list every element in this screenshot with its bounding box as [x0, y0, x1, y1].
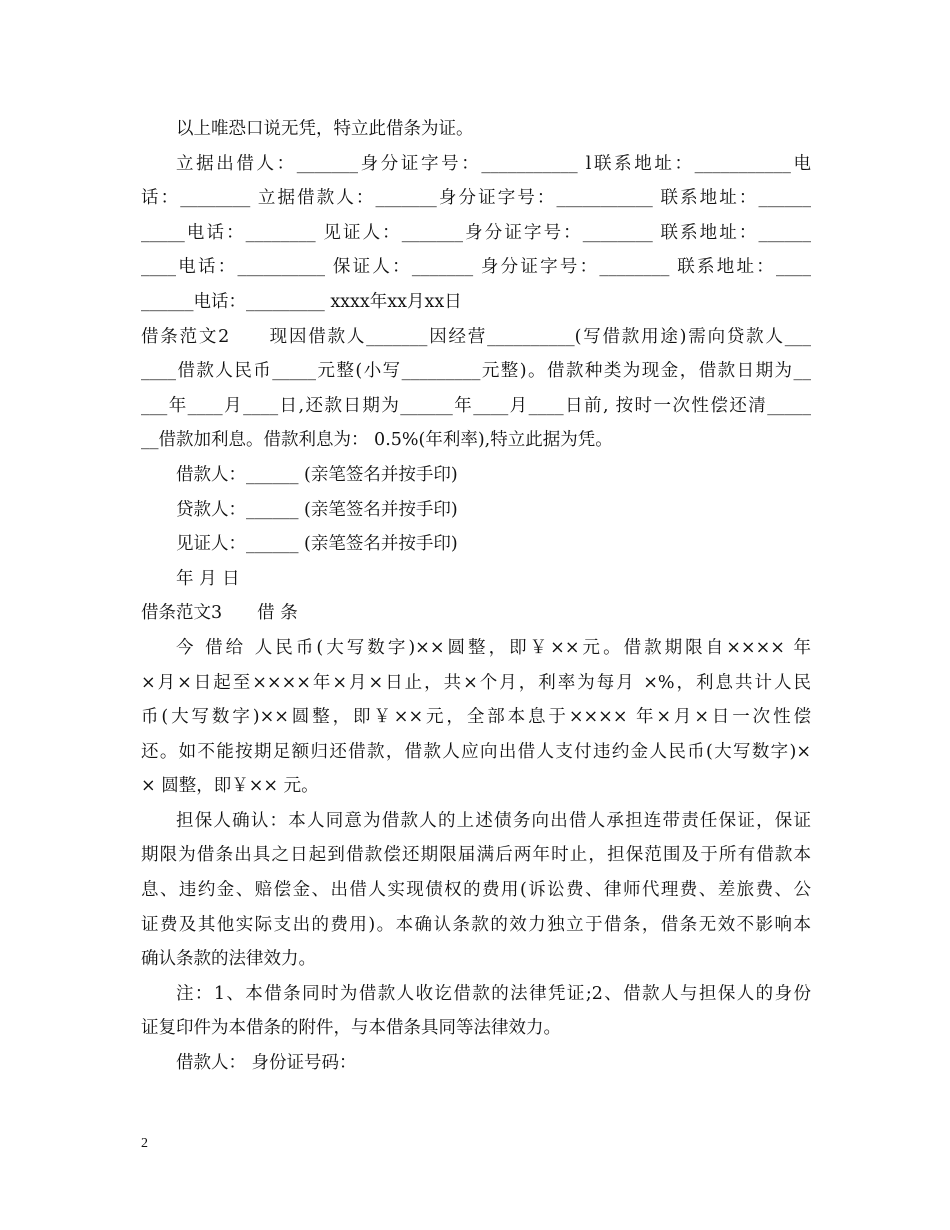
text-line: 息、违约金、赔偿金、出借人实现债权的费用(诉讼费、律师代理费、差旅费、公	[141, 880, 811, 901]
text-line: 借条范文3 借 条	[141, 603, 298, 624]
text-line: 借条范文2 现因借款人_______因经营__________(写借款用途)需向贷款人___	[141, 326, 811, 347]
text-line: 贷款人：______ (亲笔签名并按手印)	[176, 499, 458, 520]
text-line: 担保人确认：本人同意为借款人的上述债务向出借人承担连带责任保证，保证	[176, 810, 811, 831]
text-line: ______电话：_________ xxxx年xx月xx日	[141, 291, 462, 312]
text-line: 还。如不能按期足额归还借款，借款人应向出借人支付违约金人民币(大写数字)×	[141, 741, 811, 762]
text-line: ____电话：__________ 保证人：_______ 身分证字号：________ 联系地址：____	[141, 257, 811, 278]
text-line: ×月×日起至××××年×月×日止，共×个月，利率为每月 ×%，利息共计人民	[141, 672, 811, 693]
text-line: 币(大写数字)××圆整，即￥××元，全部本息于×××× 年×月×日一次性偿	[141, 707, 811, 728]
text-line: 立据出借人：_______身分证字号：___________ l联系地址：___________电	[176, 153, 811, 174]
text-line: 借款人： 身份证号码：	[176, 1053, 357, 1074]
text-line: 确认条款的法律效力。	[141, 949, 316, 970]
text-line: 见证人：______ (亲笔签名并按手印)	[176, 534, 458, 555]
text-line: 证复印件为本借条的附件，与本借条具同等法律效力。	[141, 1018, 561, 1039]
text-line: _____电话：________ 见证人：_______身分证字号：________ 联系地址：______	[141, 222, 811, 243]
text-line: 年 月 日	[176, 568, 240, 589]
document-body	[141, 112, 811, 1081]
text-line: ___年____月____日,还款日期为______年____月____日前, 按时一次性偿还清_____	[141, 395, 811, 416]
text-line: 注：1、本借条同时为借款人收讫借款的法律凭证;2、借款人与担保人的身份	[176, 983, 811, 1004]
text-line: 以上唯恐口说无凭，特立此借条为证。	[176, 119, 474, 139]
text-line: 证费及其他实际支出的费用)。本确认条款的效力独立于借条，借条无效不影响本	[141, 914, 811, 935]
text-line: __借款加利息。借款利息为： 0.5%(年利率),特立此据为凭。	[141, 430, 613, 451]
text-line: ____借款人民币_____元整(小写_________元整)。借款种类为现金，借款日期为__	[141, 361, 811, 382]
text-line: 期限为借条出具之日起到借款偿还期限届满后两年时止，担保范围及于所有借款本	[141, 845, 811, 866]
page-number: 2	[141, 1136, 148, 1151]
text-line: × 圆整，即￥×× 元。	[141, 776, 319, 797]
text-line: 借款人：______ (亲笔签名并按手印)	[176, 464, 458, 485]
text-line: 今 借给 人民币(大写数字)××圆整，即￥××元。借款期限自×××× 年	[176, 637, 811, 658]
text-line: 话：________ 立据借款人：_______身分证字号：___________ 联系地址：______	[141, 188, 811, 209]
